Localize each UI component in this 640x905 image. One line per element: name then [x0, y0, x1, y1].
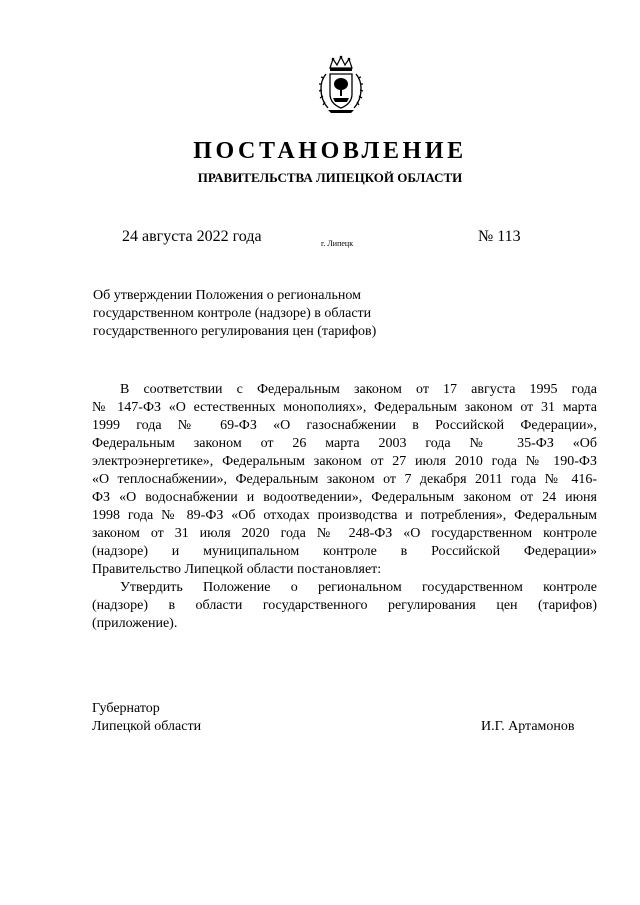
- body-paragraph-decision: [92, 579, 597, 633]
- signer-position: [92, 700, 201, 736]
- signer-region: Липецкой области: [92, 719, 202, 734]
- text-line: Утвердить Положение о региональном государственном контроле: [120, 580, 597, 595]
- text-line: (надзоре) и муниципальном контроле в Российской Федерации»: [92, 544, 597, 559]
- text-line: Федеральным законом от 26 марта 2003 года № 35-ФЗ «Об: [92, 436, 597, 451]
- subject-line: Об утверждении Положения о региональном: [93, 288, 362, 303]
- text-line: № 147-ФЗ «О естественных монополиях», Федеральным законом от 31 марта: [92, 400, 597, 415]
- document-city: г. Липецк: [321, 239, 354, 248]
- body-paragraph-preamble: [92, 381, 597, 579]
- text-line: (приложение).: [92, 616, 178, 631]
- text-line: 1998 года № 89-ФЗ «Об отходах производства и потребления», Федеральным: [92, 508, 597, 523]
- text-line: Правительство Липецкой области постановляет:: [92, 562, 382, 577]
- subject-line: государственном контроле (надзоре) в области: [93, 306, 372, 321]
- signer-title: Губернатор: [92, 701, 160, 716]
- issuer-name: ПРАВИТЕЛЬСТВА ЛИПЕЦКОЙ ОБЛАСТИ: [197, 170, 463, 185]
- text-line: электроэнергетике», Федеральным законом от 27 июля 2010 года № 190-ФЗ: [92, 454, 597, 469]
- document-title: ПОСТАНОВЛЕНИЕ: [193, 138, 467, 164]
- document-number: № 113: [478, 228, 521, 245]
- document-date: 24 августа 2022 года: [122, 228, 262, 245]
- text-line: В соответствии с Федеральным законом от 17 августа 1995 года: [120, 382, 597, 397]
- text-line: ФЗ «О водоснабжении и водоотведении», Федеральным законом от 24 июня: [92, 490, 597, 505]
- coat-of-arms-icon: [316, 54, 366, 116]
- text-line: законом от 31 июля 2020 года № 248-ФЗ «О государственном контроле: [92, 526, 597, 541]
- text-line: «О теплоснабжении», Федеральным законом от 7 декабря 2011 года № 416-: [92, 472, 597, 487]
- text-line: (надзоре) в области государственного регулирования цен (тарифов): [92, 598, 597, 613]
- signer-name: И.Г. Артамонов: [481, 719, 575, 734]
- document-subject: [93, 287, 433, 341]
- subject-line: государственного регулирования цен (тарифов): [93, 324, 377, 339]
- text-line: 1999 года № 69-ФЗ «О газоснабжении в Российской Федерации»,: [92, 418, 597, 433]
